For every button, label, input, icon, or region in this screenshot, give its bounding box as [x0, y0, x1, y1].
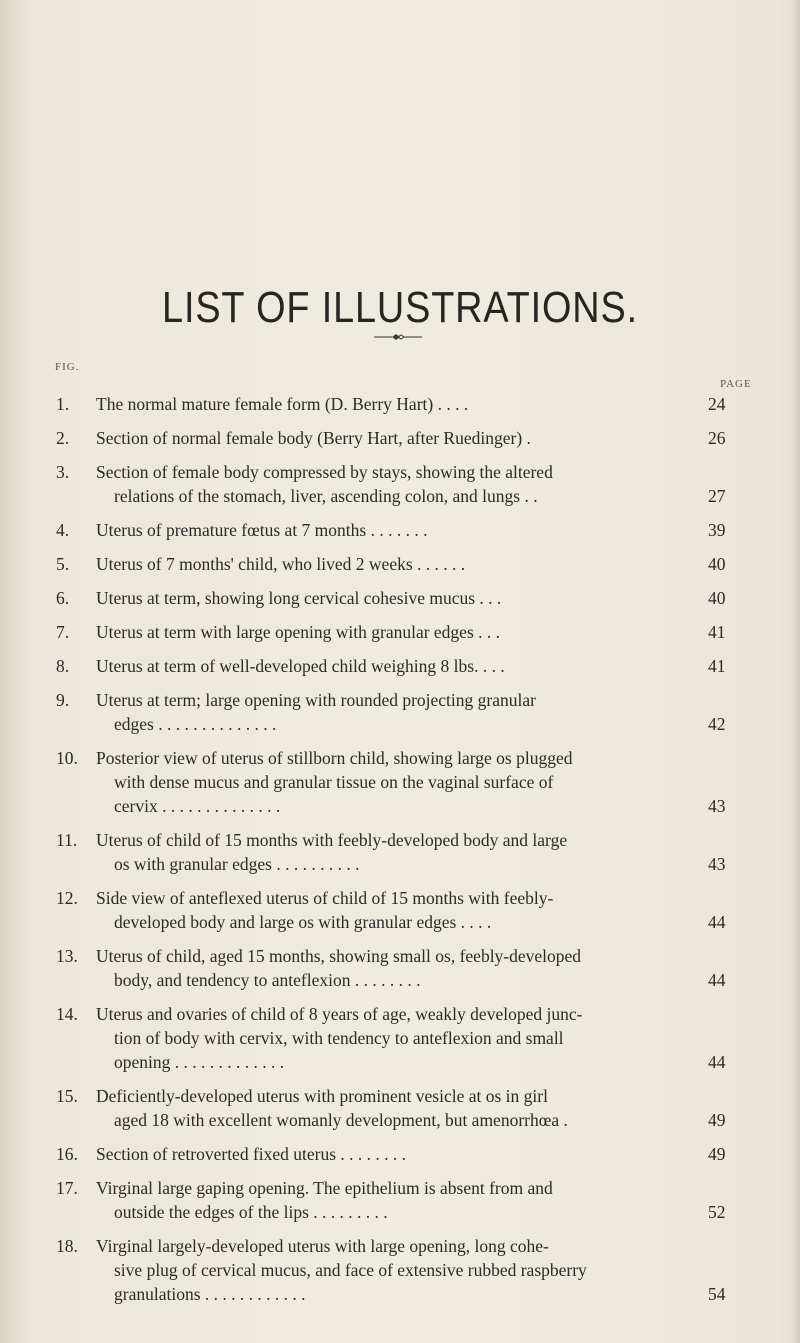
caption-line: relations of the stomach, liver, ascending colon, and lungs . . — [114, 486, 538, 506]
page-number: 49 — [708, 1144, 726, 1164]
page-number: 54 — [708, 1284, 726, 1304]
caption-line: developed body and large os with granular edges . . . . — [114, 912, 492, 932]
caption-line: Uterus of child, aged 15 months, showing small os, feebly-developed — [96, 946, 582, 966]
list-item — [0, 1234, 800, 1306]
caption-line: body, and tendency to anteflexion . . . . . . . . — [114, 970, 421, 990]
list-item — [0, 460, 800, 508]
page-number: 41 — [708, 622, 726, 642]
list-item — [0, 620, 800, 644]
figure-caption — [96, 620, 706, 644]
page-number: 52 — [708, 1202, 726, 1222]
page-number: 44 — [708, 970, 726, 990]
list-item — [0, 1142, 800, 1166]
figure-number: 15. — [56, 1086, 78, 1106]
page-number: 27 — [708, 486, 726, 506]
figure-caption — [96, 1176, 706, 1224]
caption-line: Uterus at term; large opening with rounded projecting granular — [96, 690, 536, 710]
caption-line: Uterus of premature fœtus at 7 months . . . . . . . — [96, 520, 428, 540]
caption-line: granulations . . . . . . . . . . . . — [114, 1284, 306, 1304]
caption-line: tion of body with cervix, with tendency to anteflexion and small — [114, 1028, 564, 1048]
caption-line: outside the edges of the lips . . . . . . . . . — [114, 1202, 388, 1222]
figure-number: 9. — [56, 690, 70, 710]
caption-line: edges . . . . . . . . . . . . . . — [114, 714, 277, 734]
page-number: 41 — [708, 656, 726, 676]
caption-line: Deficiently-developed uterus with prominent vesicle at os in girl — [96, 1086, 548, 1106]
caption-line: Uterus of child of 15 months with feebly-developed body and large — [96, 830, 568, 850]
list-item — [0, 426, 800, 450]
caption-line: Uterus of 7 months' child, who lived 2 weeks . . . . . . — [96, 554, 466, 574]
list-item — [0, 746, 800, 818]
divider-ornament — [374, 332, 422, 342]
figure-number: 16. — [56, 1144, 78, 1164]
caption-line: Uterus and ovaries of child of 8 years of age, weakly developed junc- — [96, 1004, 583, 1024]
caption-line: Uterus at term of well-developed child weighing 8 lbs. . . . — [96, 656, 505, 676]
list-item — [0, 944, 800, 992]
caption-line: Side view of anteflexed uterus of child of 15 months with feebly- — [96, 888, 554, 908]
figure-caption — [96, 392, 706, 416]
figure-number: 6. — [56, 588, 70, 608]
figure-caption — [96, 1234, 706, 1306]
figure-number: 13. — [56, 946, 78, 966]
page-column-header: PAGE — [720, 378, 752, 390]
figure-number: 1. — [56, 394, 70, 414]
caption-line: os with granular edges . . . . . . . . . . — [114, 854, 360, 874]
page-number: 44 — [708, 912, 726, 932]
figure-number: 3. — [56, 462, 70, 482]
page-number: 42 — [708, 714, 726, 734]
list-item — [0, 586, 800, 610]
figure-caption — [96, 828, 706, 876]
figure-number: 5. — [56, 554, 70, 574]
page-number: 26 — [708, 428, 726, 448]
figure-number: 17. — [56, 1178, 78, 1198]
fig-column-header: FIG. — [55, 361, 80, 373]
figure-caption — [96, 586, 706, 610]
figure-caption — [96, 746, 706, 818]
page-title: LIST OF ILLUSTRATIONS. — [162, 283, 638, 332]
caption-line: opening . . . . . . . . . . . . . — [114, 1052, 285, 1072]
figure-number: 11. — [56, 830, 78, 850]
list-item — [0, 1176, 800, 1224]
caption-line: Uterus at term with large opening with granular edges . . . — [96, 622, 501, 642]
caption-line: with dense mucus and granular tissue on the vaginal surface of — [114, 772, 554, 792]
figure-caption — [96, 654, 706, 678]
figure-caption — [96, 460, 706, 508]
figure-caption — [96, 518, 706, 542]
caption-line: Section of normal female body (Berry Hart, after Ruedinger) . — [96, 428, 531, 448]
figure-number: 8. — [56, 656, 70, 676]
figure-number: 14. — [56, 1004, 78, 1024]
list-item — [0, 518, 800, 542]
page-number: 40 — [708, 588, 726, 608]
figure-number: 18. — [56, 1236, 78, 1256]
list-item — [0, 828, 800, 876]
page-number: 39 — [708, 520, 726, 540]
list-item — [0, 654, 800, 678]
page-number: 40 — [708, 554, 726, 574]
caption-line: Virginal largely-developed uterus with large opening, long cohe- — [96, 1236, 549, 1256]
figure-number: 7. — [56, 622, 70, 642]
caption-line: Virginal large gaping opening. The epithelium is absent from and — [96, 1178, 553, 1198]
caption-line: Section of female body compressed by stays, showing the altered — [96, 462, 553, 482]
figure-caption — [96, 552, 706, 576]
figure-number: 2. — [56, 428, 70, 448]
figure-caption — [96, 886, 706, 934]
list-item — [0, 552, 800, 576]
figure-caption — [96, 1142, 706, 1166]
caption-line: sive plug of cervical mucus, and face of extensive rubbed raspberry — [114, 1260, 587, 1280]
page-number: 43 — [708, 854, 726, 874]
caption-line: aged 18 with excellent womanly development, but amenorrhœa . — [114, 1110, 568, 1130]
figure-caption — [96, 688, 706, 736]
list-item — [0, 392, 800, 416]
page-edge-shadow — [792, 0, 800, 1343]
figure-number: 10. — [56, 748, 78, 768]
caption-line: The normal mature female form (D. Berry Hart) . . . . — [96, 394, 469, 414]
page-number: 49 — [708, 1110, 726, 1130]
list-item — [0, 886, 800, 934]
figure-caption — [96, 1002, 706, 1074]
caption-line: Section of retroverted fixed uterus . . . . . . . . — [96, 1144, 407, 1164]
page-number: 24 — [708, 394, 726, 414]
figure-caption — [96, 426, 706, 450]
list-item — [0, 1002, 800, 1074]
page-number: 43 — [708, 796, 726, 816]
figure-caption — [96, 1084, 706, 1132]
caption-line: cervix . . . . . . . . . . . . . . — [114, 796, 281, 816]
figure-number: 4. — [56, 520, 70, 540]
caption-line: Posterior view of uterus of stillborn child, showing large os plugged — [96, 748, 573, 768]
figure-caption — [96, 944, 706, 992]
list-item — [0, 1084, 800, 1132]
list-item — [0, 688, 800, 736]
caption-line: Uterus at term, showing long cervical cohesive mucus . . . — [96, 588, 502, 608]
page-number: 44 — [708, 1052, 726, 1072]
illustrations-list — [0, 392, 800, 1316]
figure-number: 12. — [56, 888, 78, 908]
